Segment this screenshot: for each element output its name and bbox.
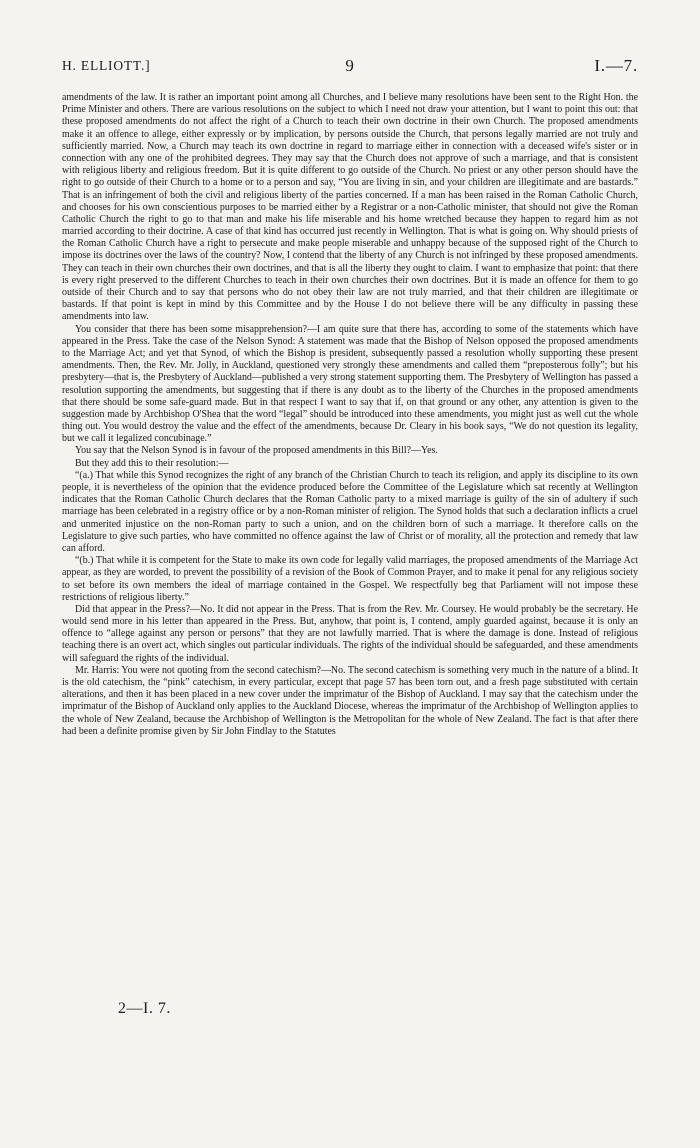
printer-signature: 2—I. 7. [118, 1000, 171, 1017]
paragraph: Did that appear in the Press?—No. It did not appear in the Press. That is from the Rev. Mr. Coursey. He would probably be the secretary. He would send more in his letter than appeared in the Press. But, anyhow, that point is, I contend, amply guarded against, because it is only an offence to “allege against any person or persons” that they are not lawfully married. That is where the damage is done. Instead of religious teaching there is an overt act, which singles out particular individuals. The rights of the individual should be safeguarded, and these amendments will safeguard the rights of the individual. [62, 603, 638, 664]
paragraph: But they add this to their resolution:— [75, 457, 229, 469]
paragraph: amendments of the law. It is rather an important point among all Churches, and I believe many resolutions have been sent to the Right Hon. the Prime Minister and others. There are various resolutions on the subject to which I need not draw your attention, but I want to point this out: that these proposed amendments do not affect the right of a Church to teach their own doctrine in their own Church. The proposed amendments make it an offence to allege, either expressly or by implication, by persons outside the Church, that persons legally married are not truly and sufficiently married. Now, a Church may teach its own doctrine in regard to marriage either in connection with a deceased wife's sister or in connection with any one of the prohibited degrees. They may say that the Church does not approve of such a marriage, and that is consistent with religious liberty and religious freedom. But it is quite different to go outside of the Church. No priest or any other person should have the right to go outside of their Church to a home or to a person and say, “You are living in sin, and your children are illegitimate and are bastards.” That is an infringement of both the civil and religious liberty of the parties concerned. If a man has been raised in the Roman Catholic Church, and chooses for his own conscientious purposes to be married either by a Registrar or a non-Catholic minister, that should not give the Roman Catholic Church the right to go to that man and make his life miserable and his home wretched because they happen to regard him as not married according to their doctrine. A case of that kind has occurred just recently in Wellington. That is what is going on. Why should priests of the Roman Catholic Church have a right to persecute and make people miserable and unhappy because of the supposed right of the Church to impose its doctrines over the laws of the country? Now, I contend that the liberty of any Church is not infringed by these proposed amendments. They can teach in their own churches their own doctrines, and that is all the liberty they ought to claim. I want to emphasize that point: that there is every right preserved to the different Churches to teach in their own churches their own doctrines. But it is made an offence for them to go outside of their Church and to say that persons who do not obey their law are not truly married, and that their children are illegitimate or bastards. If that point is kept in mind by this Committee and by the House I do not believe there will be any difficulty in passing these amendments into law. [62, 92, 638, 323]
paragraph: You say that the Nelson Synod is in favour of the proposed amendments in this Bill?—Yes. [75, 445, 438, 457]
paragraph: Mr. Harris: You were not quoting from the second catechism?—No. The second catechism is something very much in the nature of a blind. It is the old catechism, the “pink” catechism, in every particular, except that page 57 has been torn out, and a fresh page substituted with certain alterations, and then it has been placed in a new cover under the imprimatur of the Bishop of Auckland. I may say that the catechism under the imprimatur of the Bishop of Auckland only applies to the Auckland Diocese, whereas the imprimatur of the Archbishop of Wellington applies to the whole of New Zealand, because the Archbishop of Wellington is the Metropolitan for the whole of New Zealand. The fact is that after there had been a definite promise given by Sir John Findlay to the Statutes [62, 664, 638, 737]
paragraph: You consider that there has been some misapprehension?—I am quite sure that there has, according to some of the statements which have appeared in the Press. Take the case of the Nelson Synod: A statement was made that the Bishop of Nelson opposed the proposed amendments to the Marriage Act; and yet that Synod, of which the Bishop is president, subsequently passed a resolution wholly supporting these present amendments. Then, the Rev. Mr. Jolly, in Auckland, questioned very strongly these amendments and called them “preposterous folly”; but his presbytery—that is, the Presbytery of Auckland—published a very strong statement supporting them. The Presbytery of Wellington has passed a resolution supporting the amendments, but suggesting that if there is any doubt as to the liberty of the Churches in the proposed amendments that there should be some safe-guard made. But in that respect I want to say that if, on that ground or any other, any attention is given to the suggestion made by Archbishop O'Shea that the word “legal” should be introduced into these amendments, you might just as well cut the whole thing out. You would destroy the value and the effect of the amendments, because Dr. Cleary in his book says, “We do not question its legality, but we call it legalized concubinage.” [62, 323, 638, 445]
body-text [62, 92, 638, 738]
running-header [62, 58, 638, 78]
quoted-resolution-a: “(a.) That while this Synod recognizes the right of any branch of the Christian Church to teach its religion, and apply its discipline to its own people, it is nevertheless of the opinion that the evidence produced before the Committee of the Legislature which sat recently at Wellington indicates that the Roman Catholic Church declares that the Roman Catholic party to a mixed marriage is guilty of the sin of adultery if such marriage has been celebrated in a registry office or by a non-Roman minister of religion. The Synod holds that such a declaration inflicts a cruel and unmerited injustice on the non-Roman party to such a union, and on the children born of such a marriage. It therefore calls on the Legislature to give such parties, who have committed no offence against the law of Christ or of morality, all the protection and remedy that law can afford. [62, 469, 638, 554]
paper-reference: I.—7. [594, 56, 638, 75]
header-witness-name: H. ELLIOTT.] [62, 58, 151, 73]
page-number: 9 [345, 56, 355, 75]
quoted-resolution-b: “(b.) That while it is competent for the State to make its own code for legally valid marriages, the proposed amendments of the Marriage Act appear, as they are worded, to prevent the possibility of a revision of the Book of Common Prayer, and to make it penal for any religious society to set before its own members the ideal of marriage contained in the Gospel. We respectfully beg that Parliament will not impose these restrictions of religious liberty.” [62, 555, 638, 603]
